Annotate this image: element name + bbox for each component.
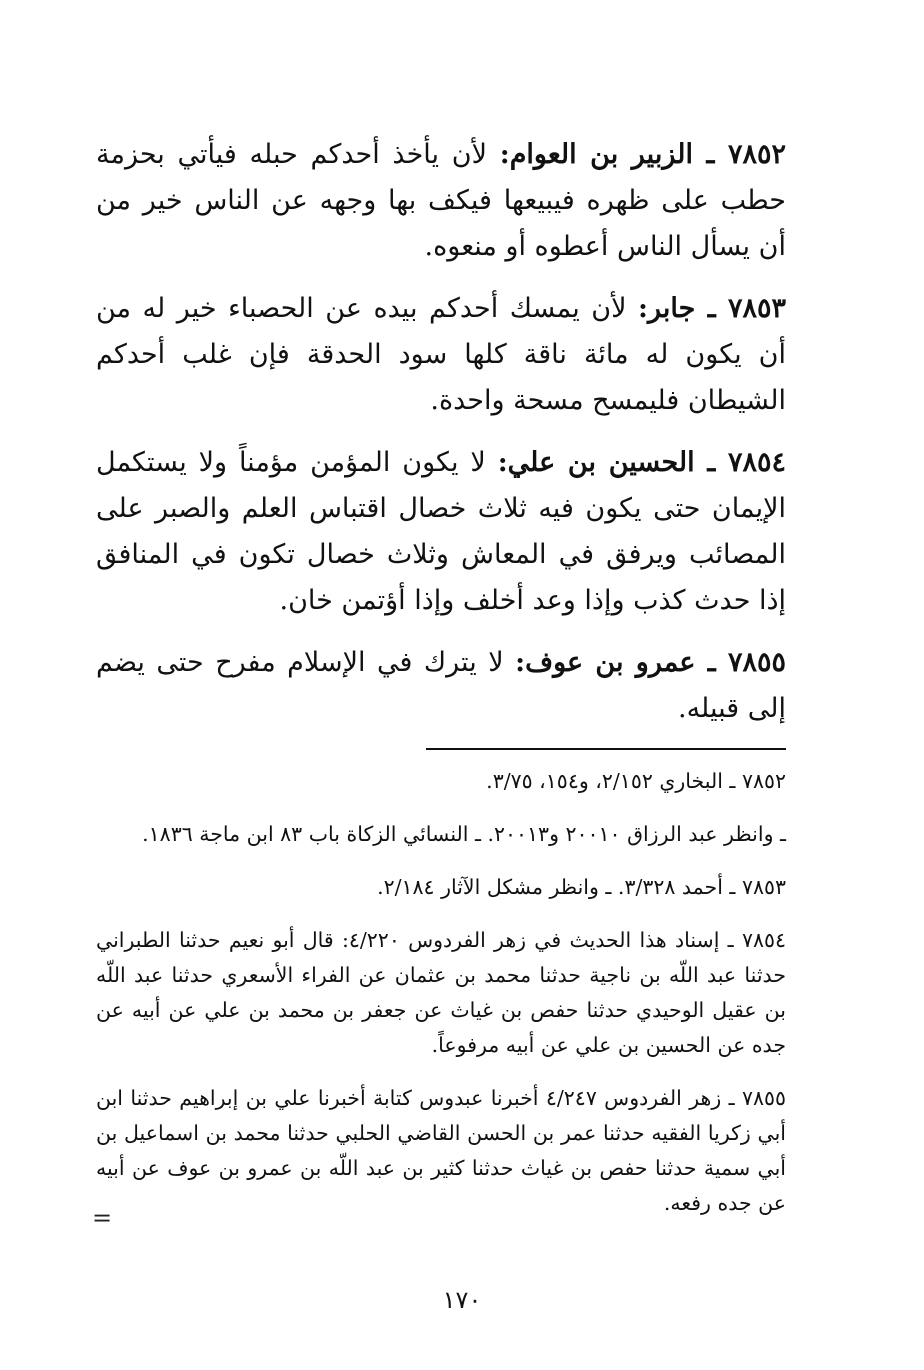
footnote-7853: ٧٨٥٣ ـ أحمد ٣/٣٢٨. ـ وانظر مشكل الآثار ٢/١٨٤.	[377, 875, 786, 899]
entry-text: لأن يمسك أحدكم بيده عن الحصباء خير له من أن يكون له مائة ناقة كلها سود الحدقة فإن غلب أحدكم الشيطان فليمسح مسحة واحدة.	[96, 293, 786, 416]
continuation-mark: =	[92, 1204, 113, 1232]
entry-text: لا يكون المؤمن مؤمناً ولا يستكمل الإيمان حتى يكون فيه ثلاث خصال اقتباس العلم والصبر على المصائب ويرفق في المعاش وثلاث خصال تكون في المنافق إذا حدث كذب وإذا وعد أخلف وإذا أؤتمن خان.	[96, 447, 786, 616]
entry-heading: ٧٨٥٢ ـ الزبير بن العوام:	[499, 139, 786, 170]
hadith-entry-7855	[96, 640, 786, 732]
hadith-entry-7854	[96, 440, 786, 624]
entry-heading: ٧٨٥٥ ـ عمرو بن عوف:	[515, 647, 787, 678]
entry-text: لا يترك في الإسلام مفرح حتى يضم إلى قبيله.	[96, 647, 786, 724]
footnote-7852: ٧٨٥٢ ـ البخاري ٢/١٥٢، و١٥٤، ٣/٧٥.	[486, 769, 786, 793]
footnote-7852-continued: ـ وانظر عبد الرزاق ٢٠٠١٠ و٢٠٠١٣. ـ النسائي الزكاة باب ٨٣ ابن ماجة ١٨٣٦.	[142, 822, 786, 846]
entry-heading: ٧٨٥٤ ـ الحسين بن علي:	[497, 447, 786, 478]
hadith-entry-7853	[96, 286, 786, 424]
entry-heading: ٧٨٥٣ ـ جابر:	[638, 293, 786, 324]
footnote-7855: ٧٨٥٥ ـ زهر الفردوس ٤/٢٤٧ أخبرنا عبدوس كتابة أخبرنا علي بن إبراهيم حدثنا ابن أبي زكريا الفقيه حدثنا عمر بن الحسن القاضي الحلبي حدثنا محمد بن اسماعيل بن أبي سمية حدثنا حفص بن غياث حدثنا كثير بن عبد اللّه بن عمرو بن عوف عن أبيه عن جده رفعه.	[96, 1086, 786, 1215]
hadith-entry-7852	[96, 132, 786, 270]
page-body	[96, 132, 786, 1239]
footnote-7854: ٧٨٥٤ ـ إسناد هذا الحديث في زهر الفردوس ٤/٢٢٠: قال أبو نعيم حدثنا الطبراني حدثنا عبد اللّه بن ناجية حدثنا محمد بن عثمان عن الفراء الأسعري حدثنا عبد اللّه بن عقيل الوحيدي حدثنا حفص بن غياث عن جعفر بن محمد بن علي عن أبيه عن جده عن الحسين بن علي عن أبيه مرفوعاً.	[96, 928, 786, 1057]
footnote-divider	[426, 748, 786, 750]
entry-text: لأن يأخذ أحدكم حبله فيأتي بحزمة حطب على ظهره فيبيعها فيكف بها وجهه عن الناس خير من أن يسأل الناس أعطوه أو منعوه.	[96, 139, 786, 262]
page-number: ١٧٠	[442, 1286, 482, 1314]
